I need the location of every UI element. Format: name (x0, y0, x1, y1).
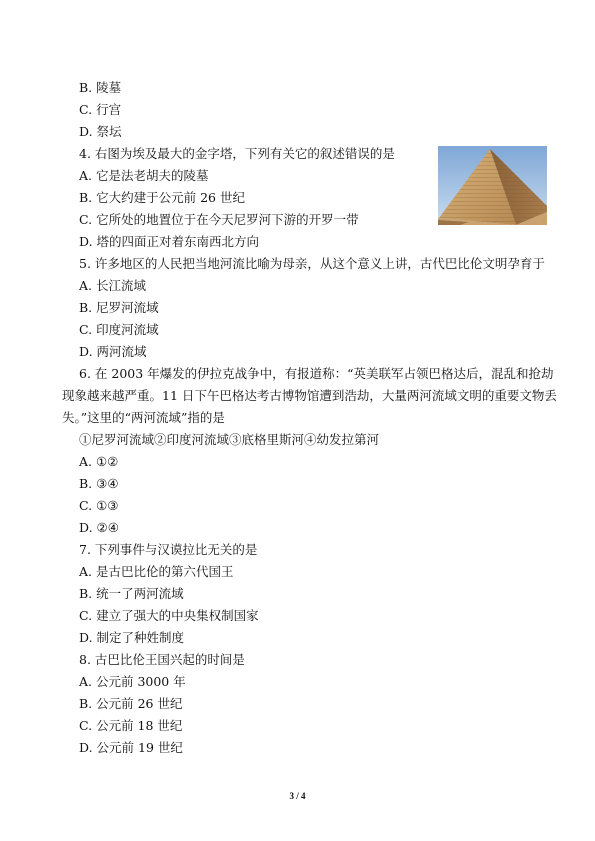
option-8d: D. 公元前 19 世纪 (79, 740, 183, 755)
page-number: 3 / 4 (289, 791, 306, 801)
question-6-line-1: 6. 在 2003 年爆发的伊拉克战争中，有报道称：“英美联军占领巴格达后，混乱和抢劫 (79, 366, 554, 381)
option-8c: C. 公元前 18 世纪 (79, 718, 183, 733)
option-6d: D. ②④ (79, 520, 119, 535)
question-6-line-2: 现象越来越严重。11 日下午巴格达考古博物馆遭到浩劫，大量两河流域文明的重要文物丢 (62, 388, 557, 403)
option-6b: B. ③④ (79, 476, 119, 491)
option-7d: D. 制定了种姓制度 (79, 630, 185, 645)
question-5: 5. 许多地区的人民把当地河流比喻为母亲，从这个意义上讲，古代巴比伦文明孕育于 (79, 256, 545, 271)
option-8a: A. 公元前 3000 年 (79, 674, 186, 689)
option-8b: B. 公元前 26 世纪 (79, 696, 183, 711)
option-3d: D. 祭坛 (79, 124, 122, 139)
option-5d: D. 两河流域 (79, 344, 147, 359)
option-4c: C. 它所处的地置位于在今天尼罗河下游的开罗一带 (79, 212, 359, 227)
question-8: 8. 古巴比伦王国兴起的时间是 (79, 652, 245, 667)
option-4a: A. 它是法老胡夫的陵墓 (79, 168, 209, 183)
option-6c: C. ①③ (79, 498, 119, 513)
question-6-choices: ①尼罗河流域②印度河流域③底格里斯河④幼发拉第河 (79, 432, 380, 447)
pyramid-image (438, 146, 547, 225)
option-7b: B. 统一了两河流域 (79, 586, 184, 601)
option-3c: C. 行宫 (79, 102, 122, 117)
option-7a: A. 是古巴比伦的第六代国王 (79, 564, 234, 579)
option-6a: A. ①② (79, 454, 119, 469)
pyramid-photo (438, 146, 547, 225)
question-4: 4. 右图为埃及最大的金字塔，下列有关它的叙述错误的是 (79, 146, 395, 161)
option-5b: B. 尼罗河流域 (79, 300, 159, 315)
option-5a: A. 长江流域 (79, 278, 146, 293)
question-6-line-3: 失。”这里的“两河流域”指的是 (62, 410, 225, 425)
option-4b: B. 它大约建于公元前 26 世纪 (79, 190, 245, 205)
option-7c: C. 建立了强大的中央集权制国家 (79, 608, 259, 623)
question-7: 7. 下列事件与汉谟拉比无关的是 (79, 542, 258, 557)
option-5c: C. 印度河流域 (79, 322, 159, 337)
option-4d: D. 塔的四面正对着东南西北方向 (79, 234, 260, 249)
option-3b: B. 陵墓 (79, 80, 122, 95)
